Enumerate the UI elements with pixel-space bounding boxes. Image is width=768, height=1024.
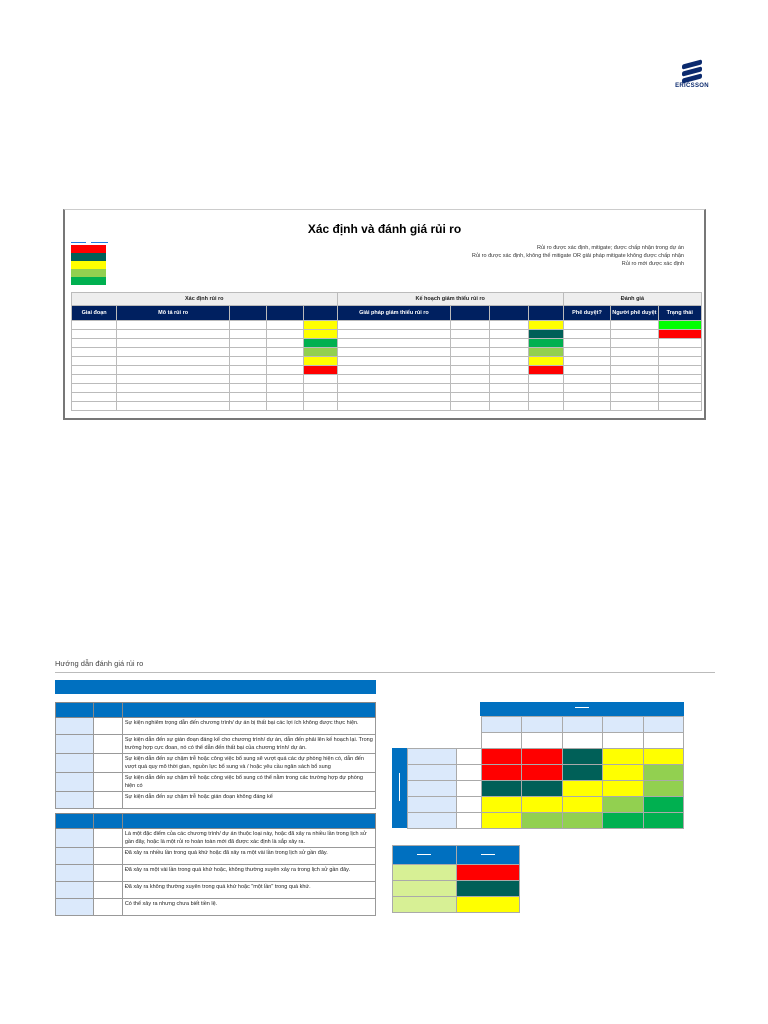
status-note: Rủi ro mới được xác định bbox=[621, 261, 684, 267]
table-cell[interactable] bbox=[611, 339, 658, 348]
score-cell bbox=[94, 754, 123, 773]
matrix-cell bbox=[603, 797, 644, 813]
level-cell bbox=[56, 899, 94, 916]
table-cell[interactable] bbox=[117, 384, 230, 393]
table-cell[interactable] bbox=[451, 393, 490, 402]
table-cell[interactable] bbox=[72, 393, 117, 402]
group-header: Kế hoạch giảm thiểu rủi ro bbox=[337, 293, 563, 306]
table-cell[interactable] bbox=[117, 330, 230, 339]
score-cell bbox=[94, 848, 123, 865]
matrix-cell bbox=[408, 797, 457, 813]
matrix-cell bbox=[393, 897, 457, 913]
legend-swatch bbox=[71, 277, 106, 285]
score-cell bbox=[94, 899, 123, 916]
risk-sheet-title: Xác định và đánh giá rủi ro bbox=[307, 222, 462, 236]
table-cell[interactable] bbox=[658, 384, 701, 393]
matrix-cell bbox=[457, 733, 482, 749]
matrix-cell bbox=[481, 733, 522, 749]
table-cell[interactable] bbox=[528, 357, 563, 366]
column-header: Người phê duyệt bbox=[611, 306, 658, 321]
description-cell: Sự kiện dẫn đến sự chậm trễ hoặc gián đoạn không đáng kể bbox=[122, 792, 375, 809]
table-cell[interactable] bbox=[304, 339, 337, 348]
table-cell[interactable] bbox=[611, 393, 658, 402]
table-cell[interactable] bbox=[304, 375, 337, 384]
table-cell[interactable] bbox=[563, 366, 610, 375]
table-cell[interactable] bbox=[528, 402, 563, 411]
matrix-cell bbox=[408, 765, 457, 781]
table-cell[interactable] bbox=[528, 384, 563, 393]
matrix-cell bbox=[393, 846, 457, 865]
table-cell[interactable] bbox=[451, 330, 490, 339]
header-cell bbox=[122, 703, 375, 718]
matrix-row bbox=[408, 749, 684, 765]
table-cell[interactable] bbox=[658, 348, 701, 357]
level-cell bbox=[56, 773, 94, 792]
table-row bbox=[72, 366, 702, 375]
table-cell[interactable] bbox=[229, 330, 266, 339]
table-cell[interactable] bbox=[337, 402, 451, 411]
table-cell[interactable] bbox=[337, 348, 451, 357]
description-cell: Sự kiện dẫn đến sự gián đoạn đáng kể cho chương trình/ dự án, dẫn đến phải lên kế hoạch lại. Trong trường hợp cực đoan, nó có thể dẫn đến thất bại của chương trình/ dự án. bbox=[122, 735, 375, 754]
matrix-cell bbox=[457, 797, 482, 813]
table-cell[interactable] bbox=[337, 366, 451, 375]
matrix-cell bbox=[522, 749, 563, 765]
table-cell[interactable] bbox=[117, 348, 230, 357]
column-header bbox=[451, 306, 490, 321]
table-cell[interactable] bbox=[658, 366, 701, 375]
table-cell[interactable] bbox=[267, 330, 304, 339]
matrix-cell bbox=[603, 749, 644, 765]
header-cell bbox=[94, 703, 123, 718]
table-cell[interactable] bbox=[304, 366, 337, 375]
table-cell[interactable] bbox=[267, 384, 304, 393]
table-row bbox=[56, 865, 376, 882]
status-note: Rủi ro được xác định, không thể mitigate OR giải pháp mitigate không được chấp nhận bbox=[471, 253, 684, 259]
matrix-cell bbox=[562, 765, 603, 781]
table-cell[interactable] bbox=[267, 375, 304, 384]
column-header bbox=[229, 306, 266, 321]
score-cell bbox=[94, 792, 123, 809]
table-cell[interactable] bbox=[611, 357, 658, 366]
level-cell bbox=[56, 792, 94, 809]
table-cell[interactable] bbox=[337, 393, 451, 402]
matrix-cell bbox=[562, 733, 603, 749]
matrix-cell bbox=[643, 765, 684, 781]
header-cell bbox=[94, 814, 123, 829]
table-cell[interactable] bbox=[611, 375, 658, 384]
table-cell[interactable] bbox=[72, 321, 117, 330]
table-cell[interactable] bbox=[337, 321, 451, 330]
table-cell[interactable] bbox=[267, 357, 304, 366]
description-cell: Đã xảy ra không thường xuyên trong quá khứ hoặc "một lần" trong quá khứ. bbox=[122, 882, 375, 899]
table-cell[interactable] bbox=[490, 402, 528, 411]
table-row bbox=[72, 321, 702, 330]
matrix-row bbox=[408, 797, 684, 813]
table-cell[interactable] bbox=[337, 330, 451, 339]
legend-swatch bbox=[71, 253, 106, 261]
column-header bbox=[490, 306, 528, 321]
table-cell[interactable] bbox=[658, 393, 701, 402]
table-cell[interactable] bbox=[229, 393, 266, 402]
level-cell bbox=[56, 848, 94, 865]
table-cell[interactable] bbox=[563, 384, 610, 393]
matrix-cell bbox=[522, 733, 563, 749]
table-cell[interactable] bbox=[267, 348, 304, 357]
table-cell[interactable] bbox=[658, 402, 701, 411]
table-cell[interactable] bbox=[72, 357, 117, 366]
table-cell[interactable] bbox=[337, 384, 451, 393]
table-cell[interactable] bbox=[117, 339, 230, 348]
table-cell[interactable] bbox=[117, 375, 230, 384]
risk-table bbox=[71, 292, 702, 411]
table-cell[interactable] bbox=[229, 402, 266, 411]
table-cell[interactable] bbox=[304, 348, 337, 357]
table-row bbox=[56, 829, 376, 848]
description-cell: Sự kiện dẫn đến sự chậm trễ hoặc công việc bổ sung sẽ vượt quá các dự phòng hiện có, dẫn đến vượt quá quy mô thời gian, nguồn lực bổ sung và / hoặc yêu cầu ngân sách bổ sung bbox=[122, 754, 375, 773]
table-cell[interactable] bbox=[117, 402, 230, 411]
score-cell bbox=[94, 718, 123, 735]
table-cell[interactable] bbox=[229, 384, 266, 393]
matrix-cell bbox=[522, 797, 563, 813]
status-note: Rủi ro được xác định, mitigate; được chấp nhận trong dự án bbox=[537, 245, 684, 251]
table-cell[interactable] bbox=[563, 321, 610, 330]
table-cell[interactable] bbox=[611, 384, 658, 393]
matrix-cell bbox=[408, 813, 457, 829]
table-cell[interactable] bbox=[528, 330, 563, 339]
level-cell bbox=[56, 718, 94, 735]
level-cell bbox=[56, 865, 94, 882]
table-cell[interactable] bbox=[267, 402, 304, 411]
table-cell[interactable] bbox=[72, 339, 117, 348]
table-cell[interactable] bbox=[611, 366, 658, 375]
table-cell[interactable] bbox=[528, 348, 563, 357]
table-cell[interactable] bbox=[451, 384, 490, 393]
matrix-cell bbox=[603, 733, 644, 749]
table-cell[interactable] bbox=[490, 339, 528, 348]
table-cell[interactable] bbox=[658, 321, 701, 330]
group-header: Xác định rủi ro bbox=[72, 293, 338, 306]
logo-text: ERICSSON bbox=[675, 83, 709, 89]
table-cell[interactable] bbox=[451, 348, 490, 357]
table-cell[interactable] bbox=[72, 348, 117, 357]
table-cell[interactable] bbox=[229, 366, 266, 375]
column-header: Phê duyệt? bbox=[563, 306, 610, 321]
matrix-cell bbox=[481, 813, 522, 829]
table-row bbox=[72, 375, 702, 384]
table-cell[interactable] bbox=[267, 393, 304, 402]
table-cell[interactable] bbox=[451, 366, 490, 375]
table-cell[interactable] bbox=[304, 321, 337, 330]
table-cell[interactable] bbox=[229, 321, 266, 330]
matrix-cell bbox=[456, 846, 520, 865]
table-cell[interactable] bbox=[563, 402, 610, 411]
risk-key-table bbox=[392, 845, 520, 913]
table-cell[interactable] bbox=[490, 348, 528, 357]
table-cell[interactable] bbox=[611, 348, 658, 357]
matrix-row bbox=[408, 813, 684, 829]
table-cell[interactable] bbox=[72, 384, 117, 393]
matrix-cell bbox=[643, 749, 684, 765]
matrix-cell bbox=[603, 717, 644, 733]
table-row bbox=[56, 773, 376, 792]
table-cell[interactable] bbox=[490, 321, 528, 330]
table-cell[interactable] bbox=[563, 357, 610, 366]
table-cell[interactable] bbox=[658, 339, 701, 348]
matrix-cell bbox=[481, 717, 522, 733]
matrix-row bbox=[408, 781, 684, 797]
description-cell: Sự kiện dẫn đến sự chậm trễ hoặc công việc bổ sung có thể nằm trong các trường hợp dự phòng hiện có bbox=[122, 773, 375, 792]
table-cell[interactable] bbox=[490, 375, 528, 384]
matrix-cell bbox=[603, 813, 644, 829]
column-header: Mô tả rủi ro bbox=[117, 306, 230, 321]
table-row bbox=[72, 330, 702, 339]
table-cell[interactable] bbox=[304, 384, 337, 393]
score-cell bbox=[94, 829, 123, 848]
level-cell bbox=[56, 735, 94, 754]
matrix-cell bbox=[562, 781, 603, 797]
table-cell[interactable] bbox=[658, 375, 701, 384]
matrix-cell bbox=[393, 865, 457, 881]
table-cell[interactable] bbox=[117, 321, 230, 330]
matrix-cell bbox=[457, 781, 482, 797]
table-row bbox=[56, 718, 376, 735]
level-cell bbox=[56, 829, 94, 848]
table-cell[interactable] bbox=[563, 330, 610, 339]
description-cell: Là một đặc điểm của các chương trình/ dự án thuộc loại này, hoặc đã xảy ra nhiều lần trong lịch sử gần đây, hoặc là một rủi ro hoàn toàn mới đã được xác định là sắp xảy ra. bbox=[122, 829, 375, 848]
table-cell[interactable] bbox=[117, 366, 230, 375]
table-cell[interactable] bbox=[304, 393, 337, 402]
group-header: Đánh giá bbox=[563, 293, 701, 306]
matrix-cell bbox=[481, 781, 522, 797]
matrix-cell bbox=[562, 797, 603, 813]
table-cell[interactable] bbox=[117, 393, 230, 402]
table-cell[interactable] bbox=[611, 330, 658, 339]
table-cell[interactable] bbox=[304, 402, 337, 411]
matrix-cell bbox=[457, 765, 482, 781]
guide-header-bar bbox=[55, 680, 376, 694]
matrix-cell bbox=[457, 813, 482, 829]
column-header bbox=[304, 306, 337, 321]
table-row bbox=[72, 393, 702, 402]
column-header: Giải pháp giảm thiểu rủi ro bbox=[337, 306, 451, 321]
table-cell[interactable] bbox=[490, 384, 528, 393]
matrix-cell bbox=[562, 749, 603, 765]
column-header bbox=[267, 306, 304, 321]
matrix-cell bbox=[481, 765, 522, 781]
header-cell bbox=[122, 814, 375, 829]
table-cell[interactable] bbox=[563, 393, 610, 402]
score-cell bbox=[94, 773, 123, 792]
matrix-top-header bbox=[480, 702, 684, 716]
table-cell[interactable] bbox=[451, 339, 490, 348]
table-row bbox=[56, 848, 376, 865]
table-cell[interactable] bbox=[451, 402, 490, 411]
matrix-cell bbox=[562, 717, 603, 733]
description-cell: Đã xảy ra một vài lần trong quá khứ hoặc, không thường xuyên xảy ra trong lịch sử gần đây. bbox=[122, 865, 375, 882]
table-cell[interactable] bbox=[563, 339, 610, 348]
table-cell[interactable] bbox=[229, 348, 266, 357]
matrix-cell bbox=[522, 813, 563, 829]
matrix-cell bbox=[456, 881, 520, 897]
risk-register-sheet bbox=[63, 209, 706, 420]
table-cell[interactable] bbox=[451, 357, 490, 366]
probability-table bbox=[55, 813, 376, 916]
column-header: Trạng thái bbox=[658, 306, 701, 321]
table-row bbox=[56, 882, 376, 899]
table-cell[interactable] bbox=[451, 321, 490, 330]
legend-swatch bbox=[71, 269, 106, 277]
matrix-cell bbox=[522, 765, 563, 781]
table-row bbox=[56, 735, 376, 754]
table-cell[interactable] bbox=[528, 321, 563, 330]
matrix-cell bbox=[456, 865, 520, 881]
table-cell[interactable] bbox=[72, 402, 117, 411]
table-cell[interactable] bbox=[451, 375, 490, 384]
matrix-cell bbox=[481, 749, 522, 765]
table-cell[interactable] bbox=[490, 393, 528, 402]
legend-swatch bbox=[71, 245, 106, 253]
level-cell bbox=[56, 882, 94, 899]
matrix-cell bbox=[562, 813, 603, 829]
description-cell: Sự kiện nghiêm trọng dẫn đến chương trình/ dự án bị thất bại các lợi ích không được thực hiện. bbox=[122, 718, 375, 735]
score-cell bbox=[94, 865, 123, 882]
table-cell[interactable] bbox=[528, 339, 563, 348]
table-cell[interactable] bbox=[528, 375, 563, 384]
header-cell bbox=[56, 814, 94, 829]
matrix-cell bbox=[522, 717, 563, 733]
matrix-side-header bbox=[392, 748, 407, 828]
matrix-cell bbox=[457, 717, 482, 733]
risk-matrix bbox=[407, 716, 684, 829]
table-cell[interactable] bbox=[229, 357, 266, 366]
matrix-cell bbox=[481, 797, 522, 813]
table-cell[interactable] bbox=[229, 339, 266, 348]
header-cell bbox=[56, 703, 94, 718]
matrix-cell bbox=[643, 717, 684, 733]
matrix-row bbox=[408, 765, 684, 781]
matrix-cell bbox=[643, 733, 684, 749]
table-row bbox=[72, 348, 702, 357]
table-cell[interactable] bbox=[117, 357, 230, 366]
guide-title: Hướng dẫn đánh giá rủi ro bbox=[55, 659, 144, 668]
matrix-cell bbox=[603, 781, 644, 797]
table-cell[interactable] bbox=[337, 357, 451, 366]
matrix-cell bbox=[522, 781, 563, 797]
table-cell[interactable] bbox=[490, 366, 528, 375]
table-row bbox=[56, 754, 376, 773]
table-cell[interactable] bbox=[490, 330, 528, 339]
table-cell[interactable] bbox=[528, 393, 563, 402]
legend-swatch bbox=[71, 261, 106, 269]
matrix-cell bbox=[643, 813, 684, 829]
table-cell[interactable] bbox=[337, 339, 451, 348]
ericsson-logo bbox=[668, 60, 716, 89]
table-row bbox=[72, 339, 702, 348]
column-header bbox=[528, 306, 563, 321]
score-cell bbox=[94, 735, 123, 754]
table-cell[interactable] bbox=[304, 330, 337, 339]
table-cell[interactable] bbox=[658, 330, 701, 339]
table-cell[interactable] bbox=[337, 375, 451, 384]
table-row bbox=[56, 792, 376, 809]
matrix-cell bbox=[456, 897, 520, 913]
matrix-cell bbox=[643, 797, 684, 813]
table-cell[interactable] bbox=[611, 321, 658, 330]
table-row bbox=[72, 384, 702, 393]
table-cell[interactable] bbox=[267, 339, 304, 348]
matrix-cell bbox=[408, 733, 457, 749]
impact-table bbox=[55, 702, 376, 809]
table-cell[interactable] bbox=[267, 366, 304, 375]
column-header: Giai đoạn bbox=[72, 306, 117, 321]
table-row bbox=[72, 402, 702, 411]
table-cell[interactable] bbox=[528, 366, 563, 375]
table-cell[interactable] bbox=[611, 402, 658, 411]
score-cell bbox=[94, 882, 123, 899]
matrix-cell bbox=[408, 749, 457, 765]
level-cell bbox=[56, 754, 94, 773]
matrix-cell bbox=[603, 765, 644, 781]
matrix-cell bbox=[408, 781, 457, 797]
matrix-cell bbox=[643, 781, 684, 797]
table-row bbox=[56, 899, 376, 916]
table-cell[interactable] bbox=[658, 357, 701, 366]
description-cell: Có thể xảy ra nhưng chưa biết tiền lệ. bbox=[122, 899, 375, 916]
matrix-cell bbox=[393, 881, 457, 897]
divider bbox=[55, 672, 715, 673]
table-row bbox=[72, 357, 702, 366]
table-cell[interactable] bbox=[72, 330, 117, 339]
table-cell[interactable] bbox=[563, 375, 610, 384]
table-cell[interactable] bbox=[304, 357, 337, 366]
table-cell[interactable] bbox=[72, 375, 117, 384]
table-cell[interactable] bbox=[563, 348, 610, 357]
table-cell[interactable] bbox=[490, 357, 528, 366]
matrix-cell bbox=[408, 717, 457, 733]
table-cell[interactable] bbox=[72, 366, 117, 375]
table-cell[interactable] bbox=[267, 321, 304, 330]
description-cell: Đã xảy ra nhiều lần trong quá khứ hoặc đã xảy ra một vài lần trong lịch sử gần đây. bbox=[122, 848, 375, 865]
table-cell[interactable] bbox=[229, 375, 266, 384]
matrix-cell bbox=[457, 749, 482, 765]
